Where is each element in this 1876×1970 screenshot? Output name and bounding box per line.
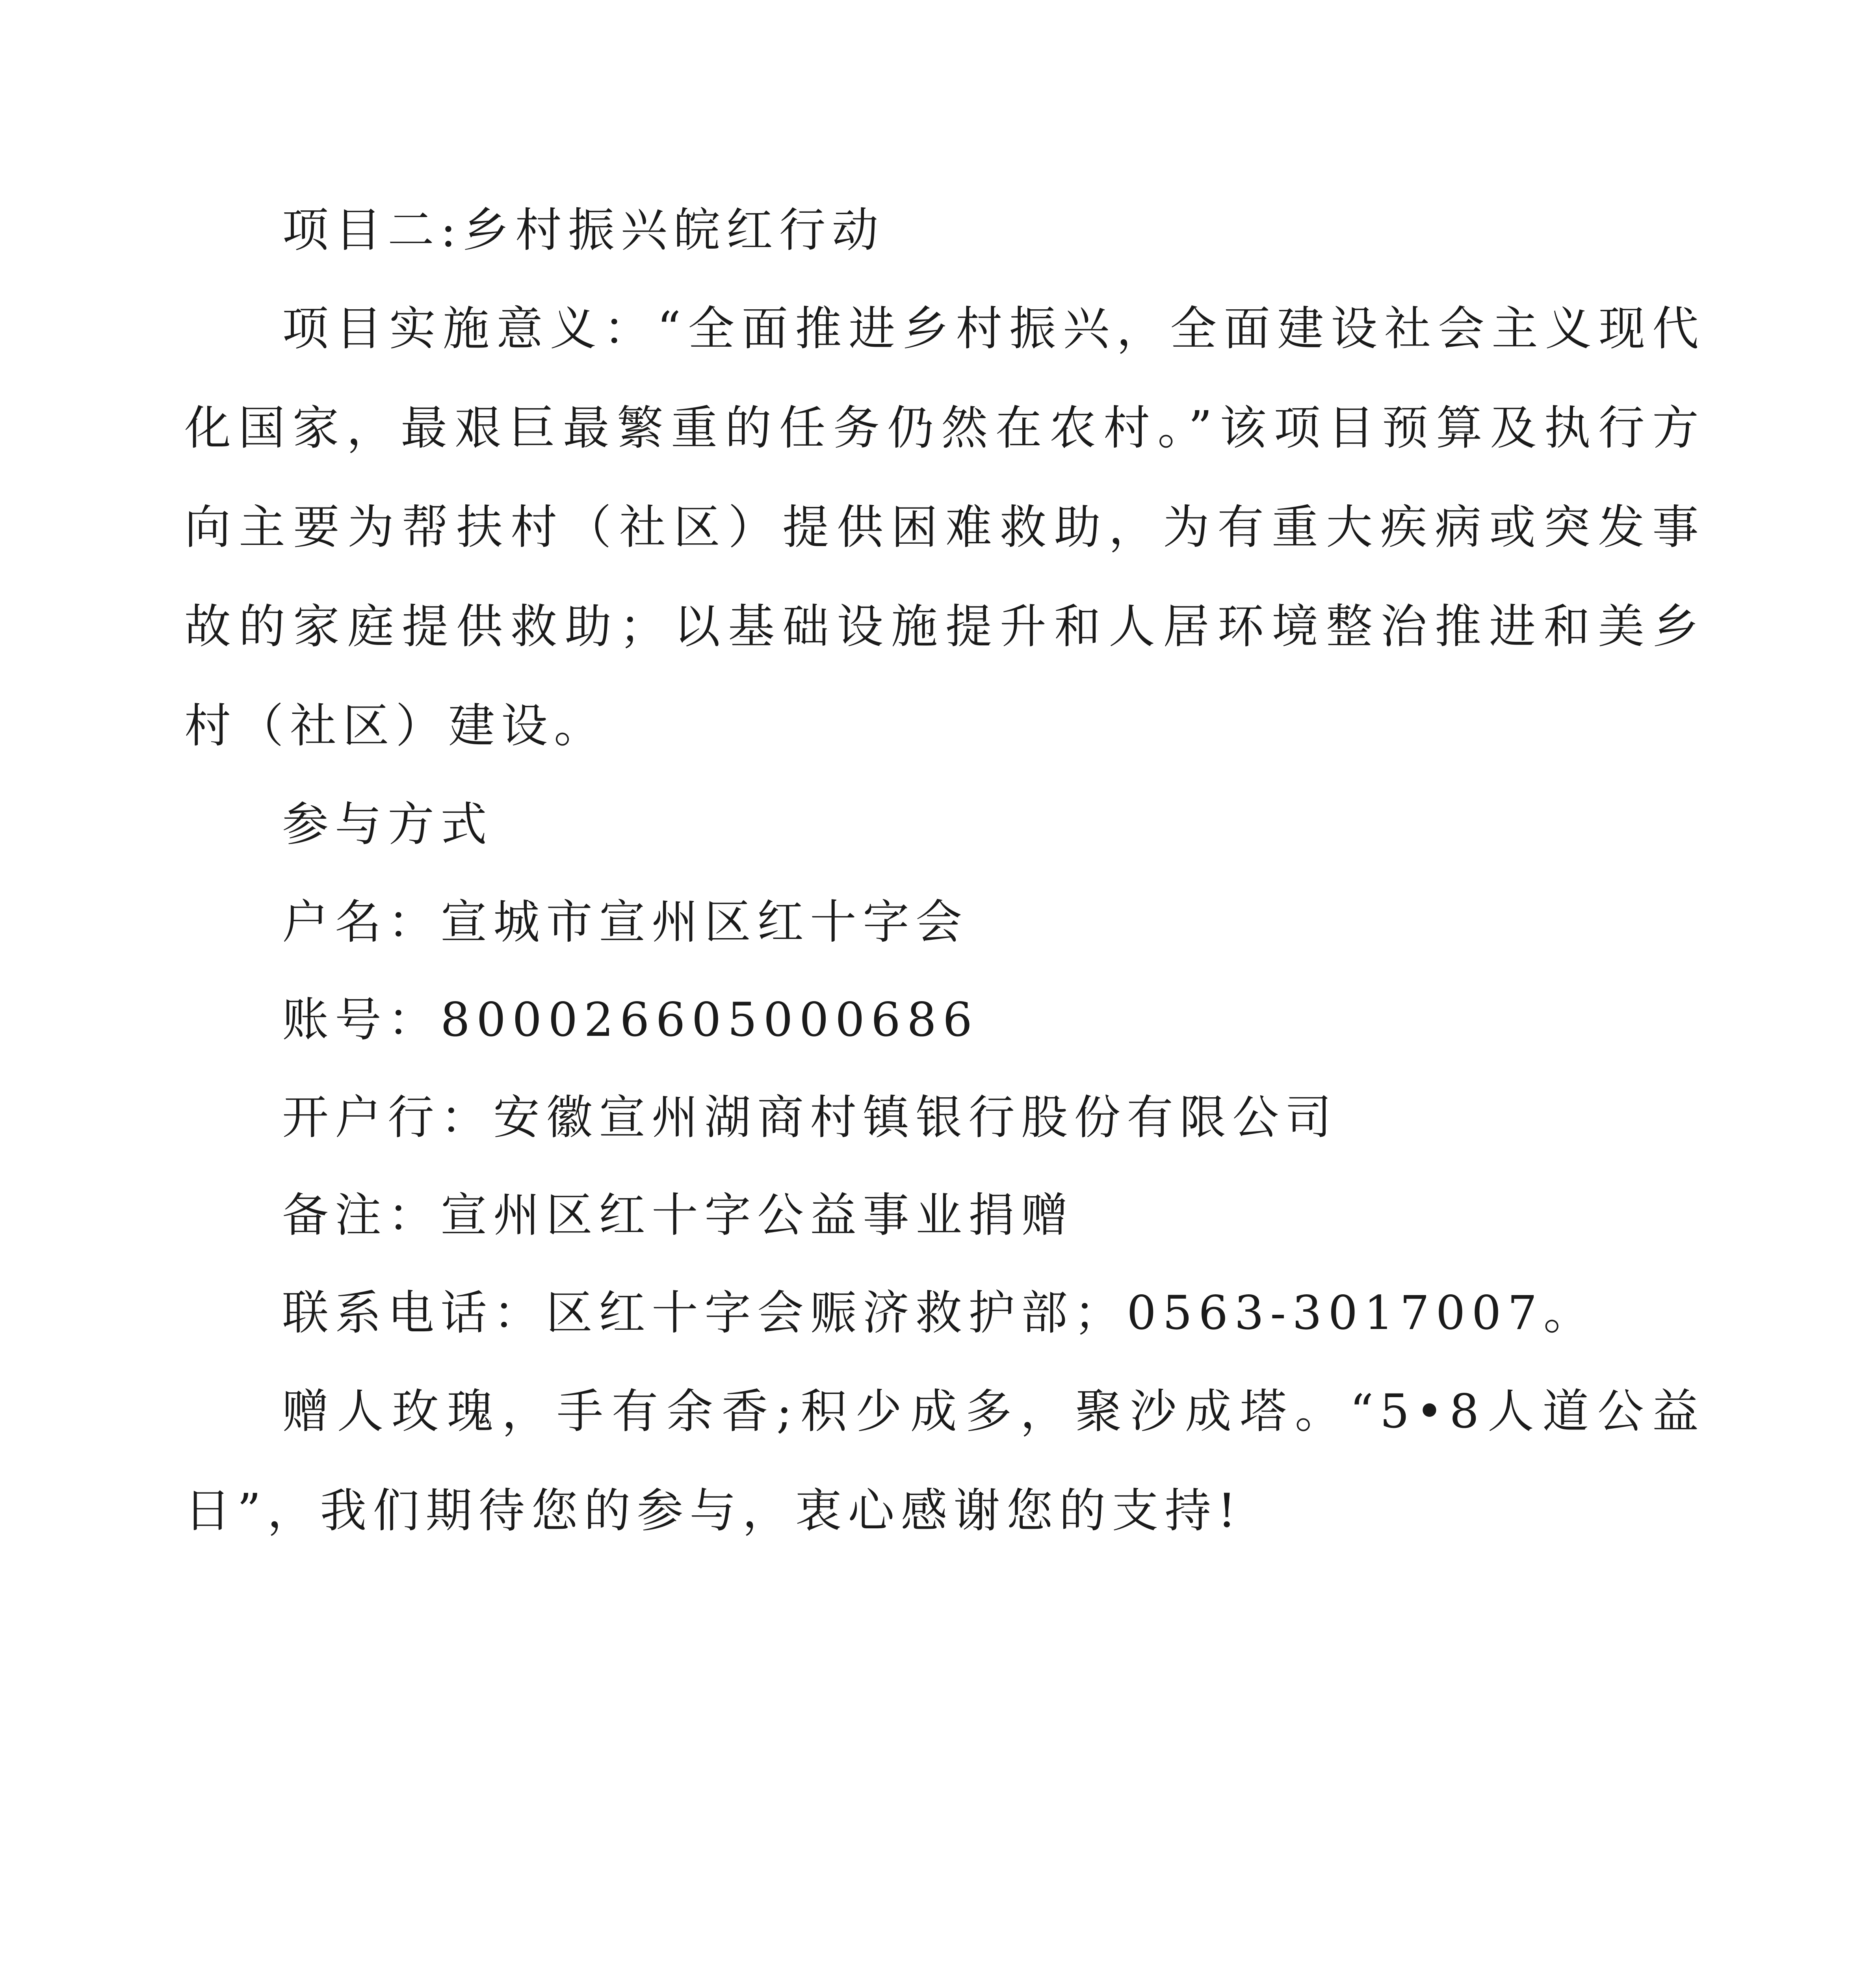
significance-paragraph: 项目实施意义：“全面推进乡村振兴，全面建设社会主义现代化国家，最艰巨最繁重的任务仍然在农村。”该项目预算及执行方向主要为帮扶村（社区）提供困难救助，为有重大疾病或突发事故的家庭提供救助；以基础设施提升和人居环境整治推进和美乡村（社区）建设。 <box>184 301 1705 753</box>
contact-phone: 联系电话：区红十字会赈济救护部；0563-3017007。 <box>282 1286 1596 1340</box>
project-heading: 项目二:乡村振兴皖红行动 <box>282 203 885 257</box>
document-page <box>184 181 1705 1560</box>
account-name: 户名：宣城市宣州区红十字会 <box>282 895 969 949</box>
participation-heading: 参与方式 <box>282 797 494 851</box>
bank-name: 开户行：安徽宣州湖商村镇银行股份有限公司 <box>282 1090 1338 1145</box>
account-number: 账号：800026605000686 <box>282 992 979 1047</box>
closing-paragraph: 赠人玫瑰，手有余香;积少成多，聚沙成塔。“5•8人道公益日”，我们期待您的参与，衷心感谢您的支持! <box>184 1384 1705 1538</box>
remark: 备注：宣州区红十字公益事业捐赠 <box>282 1188 1074 1242</box>
